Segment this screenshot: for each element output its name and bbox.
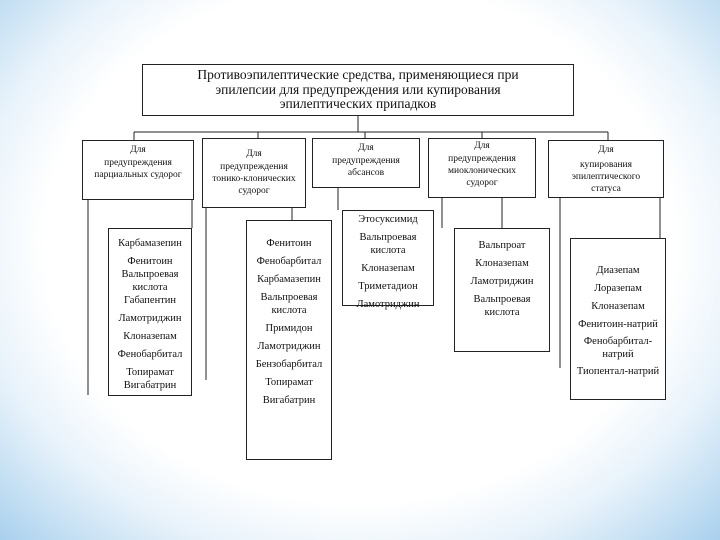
- drug-item: кислота: [484, 307, 520, 318]
- header-line: абсансов: [347, 168, 385, 178]
- header-line: Для: [474, 141, 490, 151]
- group-header-absences: [312, 138, 420, 188]
- drug-item: Вигабатрин: [262, 395, 316, 406]
- header-line: парциальных судорог: [94, 170, 182, 180]
- drug-item: Вальпроат: [478, 240, 526, 251]
- header-line: миоклонических: [447, 166, 517, 176]
- drug-item: Триметадион: [358, 281, 418, 292]
- header-line: Для: [130, 145, 146, 155]
- drug-item: Фенобарбитал: [117, 349, 183, 360]
- drug-item: Тиопентал-натрий: [576, 366, 660, 377]
- drug-item: Карбамазепин: [257, 274, 321, 285]
- drug-item: Лоразепам: [594, 283, 642, 294]
- header-line: Для: [598, 145, 614, 155]
- drug-item: Фенитоин-натрий: [578, 319, 658, 330]
- drug-list-status-epilepticus: [570, 238, 666, 400]
- header-line: Для: [246, 149, 262, 159]
- drug-item: кислота: [370, 245, 406, 256]
- header-line: судорог: [238, 186, 270, 196]
- drug-item: Вигабатрин: [123, 380, 177, 391]
- drug-item: Вальпроевая: [121, 269, 179, 280]
- drug-item: Вальпроевая: [359, 232, 417, 243]
- drug-item: Топирамат: [265, 377, 313, 388]
- diagram-title: [142, 64, 574, 116]
- group-header-partial-seizures: [82, 140, 194, 200]
- drug-item: Ламотриджин: [470, 276, 534, 287]
- title-line: Противоэпилептические средства, применяющиеся при: [197, 67, 519, 82]
- drug-item: натрий: [602, 349, 634, 360]
- header-line: предупреждения: [220, 162, 288, 172]
- drug-item: Фенобарбитал: [256, 256, 322, 267]
- header-line: купирования: [579, 160, 632, 170]
- drug-item: Диазепам: [596, 265, 640, 276]
- header-line: Для: [358, 143, 374, 153]
- drug-item: Ламотриджин: [356, 299, 420, 310]
- drug-item: Клоназепам: [123, 331, 177, 342]
- drug-item: кислота: [271, 305, 307, 316]
- drug-list-partial-seizures: [108, 228, 192, 396]
- drug-list-tonic-clonic: [246, 220, 332, 460]
- drug-item: Фенобарбитал-: [583, 336, 653, 347]
- title-line: эпилепсии для предупреждения или купирования: [215, 81, 501, 97]
- drug-item: кислота: [132, 282, 168, 293]
- header-line: предупреждения: [448, 154, 516, 164]
- drug-item: Вальпроевая: [260, 292, 318, 303]
- drug-item: Фенитоин: [127, 256, 173, 267]
- drug-item: Клоназепам: [475, 258, 529, 269]
- header-line: предупреждения: [332, 156, 400, 166]
- header-line: эпилептического: [571, 172, 641, 182]
- drug-item: Топирамат: [126, 367, 174, 378]
- drug-item: Карбамазепин: [118, 238, 182, 249]
- header-line: статуса: [591, 184, 621, 194]
- drug-item: Этосуксимид: [358, 214, 418, 225]
- drug-list-myoclonic: [454, 228, 550, 352]
- group-header-tonic-clonic: [202, 138, 306, 208]
- header-line: предупреждения: [104, 158, 172, 168]
- drug-item: Клоназепам: [591, 301, 645, 312]
- drug-item: Ламотриджин: [118, 313, 182, 324]
- title-line: эпилептических припадков: [279, 96, 437, 111]
- drug-item: Бензобарбитал: [255, 359, 323, 370]
- drug-item: Клоназепам: [361, 263, 415, 274]
- header-line: тонико-клонических: [212, 174, 296, 184]
- header-line: судорог: [466, 178, 498, 188]
- drug-list-absences: [342, 210, 434, 310]
- drug-item: Примидон: [265, 323, 313, 334]
- group-header-status-epilepticus: [548, 140, 664, 198]
- drug-item: Ламотриджин: [257, 341, 321, 352]
- drug-item: Вальпроевая: [473, 294, 531, 305]
- group-header-myoclonic: [428, 138, 536, 198]
- drug-item: Фенитоин: [266, 238, 312, 249]
- drug-item: Габапентин: [123, 295, 177, 306]
